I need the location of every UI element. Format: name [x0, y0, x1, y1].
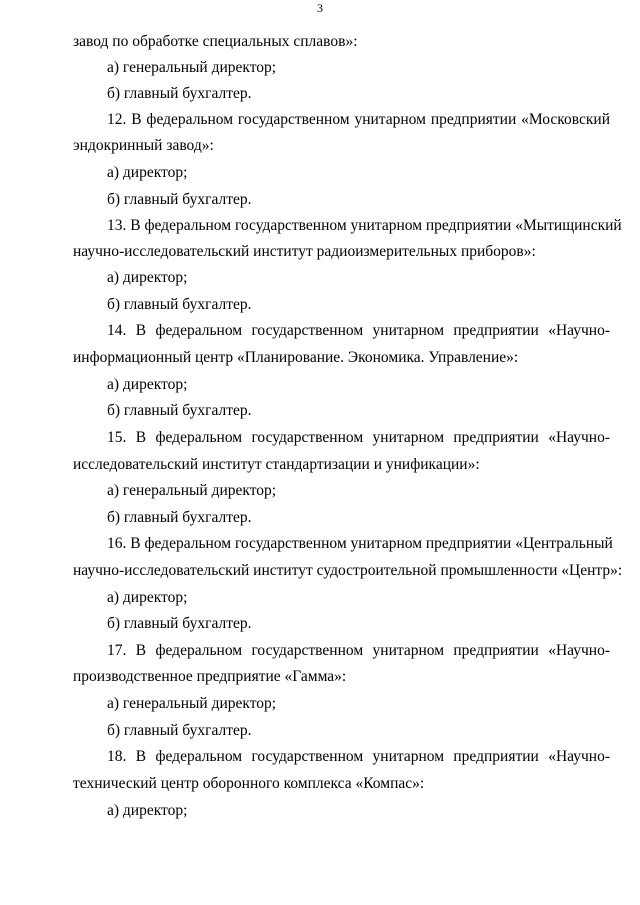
text-line: а) директор;	[107, 802, 188, 819]
text-line: а) директор;	[107, 164, 188, 181]
text-line: завод по обработке специальных сплавов»:	[73, 33, 358, 50]
item-14-line-1: 14. В федеральном государственном унитарном предприятии «Научно-	[107, 322, 610, 339]
text-line: б) главный бухгалтер.	[107, 191, 252, 208]
item-15-line-1: 15. В федеральном государственном унитарном предприятии «Научно-	[107, 429, 610, 446]
item-18-line-2: технический центр оборонного комплекса «Компас»:	[73, 775, 425, 792]
text-line: б) главный бухгалтер.	[107, 85, 252, 102]
text-line: б) главный бухгалтер.	[107, 722, 252, 739]
item-18-line-1: 18. В федеральном государственном унитарном предприятии «Научно-	[107, 748, 610, 765]
item-14-line-2: информационный центр «Планирование. Экономика. Управление»:	[73, 349, 519, 366]
text-line: а) директор;	[107, 269, 188, 286]
page-number: 3	[317, 1, 323, 15]
text-line: б) главный бухгалтер.	[107, 402, 252, 419]
text-line: б) главный бухгалтер.	[107, 615, 252, 632]
item-13-line-1: 13. В федеральном государственном унитарном предприятии «Мытищинский	[107, 217, 622, 234]
text-line: а) генеральный директор;	[107, 59, 277, 76]
item-13-line-2: научно-исследовательский институт радиоизмерительных приборов»:	[73, 243, 536, 260]
text-line: а) директор;	[107, 589, 188, 606]
item-15-line-2: исследовательский институт стандартизации и унификации»:	[73, 456, 480, 473]
item-16-line-1: 16. В федеральном государственном унитарном предприятии «Центральный	[107, 535, 613, 552]
item-17-line-1: 17. В федеральном государственном унитарном предприятии «Научно-	[107, 642, 610, 659]
text-line: а) генеральный директор;	[107, 695, 277, 712]
text-line: б) главный бухгалтер.	[107, 509, 252, 526]
item-12-line-2: эндокринный завод»:	[73, 137, 214, 154]
text-line: а) директор;	[107, 376, 188, 393]
item-17-line-2: производственное предприятие «Гамма»:	[73, 668, 347, 685]
text-line: б) главный бухгалтер.	[107, 296, 252, 313]
item-12-line-1: 12. В федеральном государственном унитарном предприятии «Московский	[107, 111, 610, 128]
item-16-line-2: научно-исследовательский институт судостроительной промышленности «Центр»:	[73, 562, 623, 579]
text-line: а) генеральный директор;	[107, 482, 277, 499]
